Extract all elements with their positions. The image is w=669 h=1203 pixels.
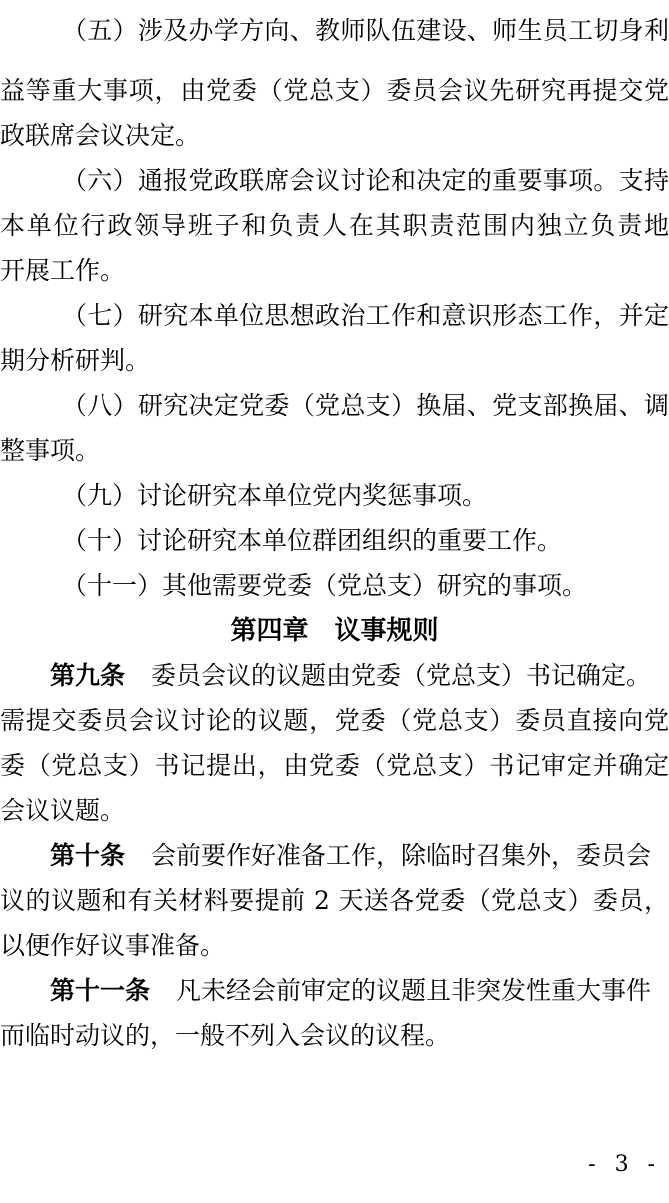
article-eleven-line-1 bbox=[0, 973, 669, 1009]
item-six-text-1: （六）通报党政联席会议讨论和决定的重要事项。支持 bbox=[62, 166, 669, 195]
article-nine-text-3: 委（党总支）书记提出，由党委（党总支）书记审定并确定 bbox=[0, 751, 669, 780]
article-ten-line-2 bbox=[0, 883, 669, 919]
article-nine-line-3 bbox=[0, 748, 669, 784]
item-ten-line-1 bbox=[0, 523, 669, 559]
item-ten-text-1: （十）讨论研究本单位群团组织的重要工作。 bbox=[62, 526, 563, 555]
article-ten-label: 第十条 bbox=[50, 841, 126, 870]
item-eight-line-2 bbox=[0, 433, 669, 469]
item-eight-line-1 bbox=[0, 388, 669, 424]
item-six-line-3 bbox=[0, 253, 669, 289]
article-nine-line-1 bbox=[0, 658, 669, 694]
item-seven-text-1: （七）研究本单位思想政治工作和意识形态工作，并定 bbox=[62, 301, 669, 330]
page-number: - 3 - bbox=[588, 1152, 661, 1177]
article-eleven-first-line bbox=[50, 973, 651, 1009]
article-nine-label: 第九条 bbox=[50, 661, 126, 690]
item-eight-text-1: （八）研究决定党委（党总支）换届、党支部换届、调 bbox=[62, 391, 669, 420]
item-eleven-line-1 bbox=[0, 568, 669, 604]
item-five-text-2: 益等重大事项，由党委（党总支）委员会议先研究再提交党 bbox=[0, 76, 669, 105]
article-nine-text-2: 需提交委员会议讨论的议题，党委（党总支）委员直接向党 bbox=[0, 706, 669, 735]
article-eleven-label: 第十一条 bbox=[50, 976, 151, 1005]
article-nine-first-line-text: 委员会议的议题由党委（党总支）书记确定。 bbox=[151, 661, 652, 690]
item-six-text-3: 开展工作。 bbox=[0, 256, 126, 285]
item-seven-line-2 bbox=[0, 343, 669, 379]
article-ten-line-1 bbox=[0, 838, 669, 874]
item-five-text-1: （五）涉及办学方向、教师队伍建设、师生员工切身利 bbox=[62, 16, 669, 45]
item-six-line-1 bbox=[0, 163, 669, 199]
item-eleven-text-1: （十一）其他需要党委（党总支）研究的事项。 bbox=[62, 571, 588, 600]
item-five-text-3: 政联席会议决定。 bbox=[0, 121, 201, 150]
item-six-text-2: 本单位行政领导班子和负责人在其职责范围内独立负责地 bbox=[0, 211, 669, 240]
article-nine-first-line bbox=[50, 658, 651, 694]
article-nine-line-2 bbox=[0, 703, 669, 739]
item-seven-text-2: 期分析研判。 bbox=[0, 346, 151, 375]
item-six-line-2 bbox=[0, 208, 669, 244]
item-nine-text-1: （九）讨论研究本单位党内奖惩事项。 bbox=[62, 481, 488, 510]
article-ten-first-line-text: 会前要作好准备工作，除临时召集外，委员会 bbox=[151, 841, 652, 870]
article-nine-line-4 bbox=[0, 793, 669, 829]
item-seven-line-1 bbox=[0, 298, 669, 334]
article-eleven-text-2: 而临时动议的，一般不列入会议的议程。 bbox=[0, 1021, 451, 1050]
item-eight-text-2: 整事项。 bbox=[0, 436, 101, 465]
article-nine-text-4: 会议议题。 bbox=[0, 796, 126, 825]
item-five-line-2 bbox=[0, 73, 669, 109]
article-ten-first-line bbox=[50, 838, 651, 874]
article-eleven-first-line-text: 凡未经会前审定的议题且非突发性重大事件 bbox=[176, 976, 652, 1005]
item-nine-line-1 bbox=[0, 478, 669, 514]
article-eleven-line-2 bbox=[0, 1018, 669, 1054]
chapter-heading: 第四章 议事规则 bbox=[230, 616, 439, 646]
article-ten-line-3 bbox=[0, 928, 669, 964]
article-ten-text-3: 以便作好议事准备。 bbox=[0, 931, 226, 960]
item-five-line-3 bbox=[0, 118, 669, 154]
article-ten-text-2: 议的议题和有关材料要提前 2 天送各党委（党总支）委员， bbox=[0, 886, 669, 915]
item-five-line-1 bbox=[0, 13, 669, 49]
